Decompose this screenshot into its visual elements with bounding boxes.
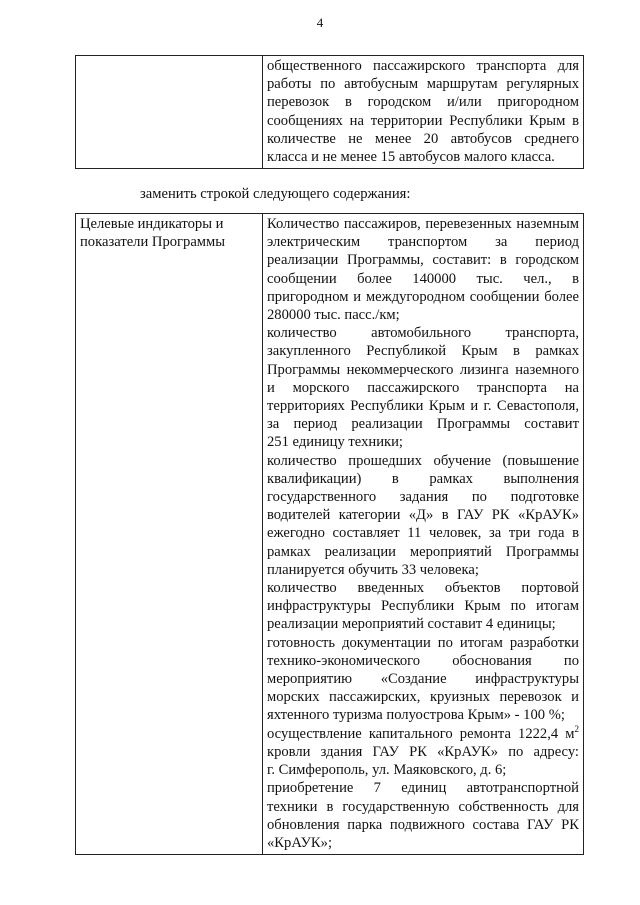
text-line: пригородном и междугородном сообщении более (267, 288, 579, 305)
indicators-table (75, 213, 584, 855)
text-fragment: осуществление капитального ремонта 1222,4 м (267, 725, 575, 742)
text-line: 280000 тыс. пасс./км; (267, 307, 400, 324)
row-heading (80, 215, 258, 251)
text-line: работы по автобусным маршрутам регулярных (267, 76, 579, 93)
superscript: 2 (574, 723, 579, 734)
right-cell-text (267, 57, 579, 166)
table-row (76, 214, 584, 855)
text-line: общественного пассажирского транспорта для (267, 58, 579, 74)
heading-line: показатели Программы (80, 234, 226, 251)
text-line: количество автомобильного транспорта, (267, 325, 579, 342)
left-cell-empty (76, 56, 263, 169)
text-line: рамках реализации мероприятий Программы (267, 543, 579, 560)
text-line: сообщении более 140000 тыс. чел., в (267, 270, 579, 287)
instruction-text: заменить строкой следующего содержания: (140, 186, 411, 202)
text-line: мероприятию «Создание инфраструктуры (267, 671, 579, 688)
page-number: 4 (316, 15, 324, 30)
text-line: Количество пассажиров, перевезенных наземным (267, 216, 579, 232)
text-line: техники в государственную собственность для (267, 798, 579, 815)
heading-line: Целевые индикаторы и (80, 216, 224, 232)
text-line: количество прошедших обучение (повышение (267, 452, 579, 469)
text-line: государственного задания по подготовке (267, 489, 579, 506)
text-line: технико-экономического обоснования по (267, 652, 579, 669)
text-line: яхтенного туризма полуострова Крым» - 100 %; (267, 707, 565, 724)
left-cell (76, 214, 263, 855)
continuation-table (75, 55, 584, 169)
text-line: реализации Программы, составит: в городском (267, 252, 579, 269)
right-cell (263, 214, 584, 855)
right-cell (263, 56, 584, 169)
text-line: приобретение 7 единиц автотранспортной (267, 780, 579, 797)
text-line: Программы некоммерческого лизинга наземного (267, 361, 579, 378)
text-line: класса и не менее 15 автобусов малого класса. (267, 149, 555, 166)
text-line: закупленного Республикой Крым в рамках (267, 343, 579, 360)
text-line: морских пассажирских, круизных перевозок и (267, 689, 579, 706)
text-line: за период реализации Программы составит (267, 416, 579, 433)
text-line: количестве не менее 20 автобусов среднего (267, 130, 579, 147)
text-line: кровли здания ГАУ РК «КрАУК» по адресу: (267, 743, 579, 760)
text-line: планируется обучить 33 человека; (267, 561, 479, 578)
text-line: «КрАУК»; (267, 834, 333, 851)
text-line: г. Симферополь, ул. Маяковского, д. 6; (267, 762, 507, 779)
text-line: 251 единицу техники; (267, 434, 403, 451)
text-line: территориях Республики Крым и г. Севастополя, (267, 398, 579, 415)
text-line: квалификации) в рамках выполнения (267, 470, 579, 487)
text-line: и морского пассажирского транспорта на (267, 379, 579, 396)
text-line: количество введенных объектов портовой (267, 580, 579, 597)
text-line: реализации мероприятий составит 4 единицы; (267, 616, 556, 633)
text-line: обновления парка подвижного состава ГАУ РК (267, 816, 579, 833)
text-line: готовность документации по итогам разработки (267, 634, 579, 651)
right-cell-text (267, 215, 579, 852)
text-line: ежегодно составляет 11 человек, за три года в (267, 525, 579, 542)
text-line-with-superscript (267, 725, 579, 743)
text-line: сообщениях на территории Республики Крым в (267, 112, 579, 129)
text-line: инфраструктуры Республики Крым по итогам (267, 598, 579, 615)
text-line: водителей категории «Д» в ГАУ РК «КрАУК» (267, 507, 579, 524)
text-line: электрическим транспортом за период (267, 234, 579, 251)
table-row (76, 56, 584, 169)
text-line: перевозок в городском и/или пригородном (267, 94, 579, 111)
